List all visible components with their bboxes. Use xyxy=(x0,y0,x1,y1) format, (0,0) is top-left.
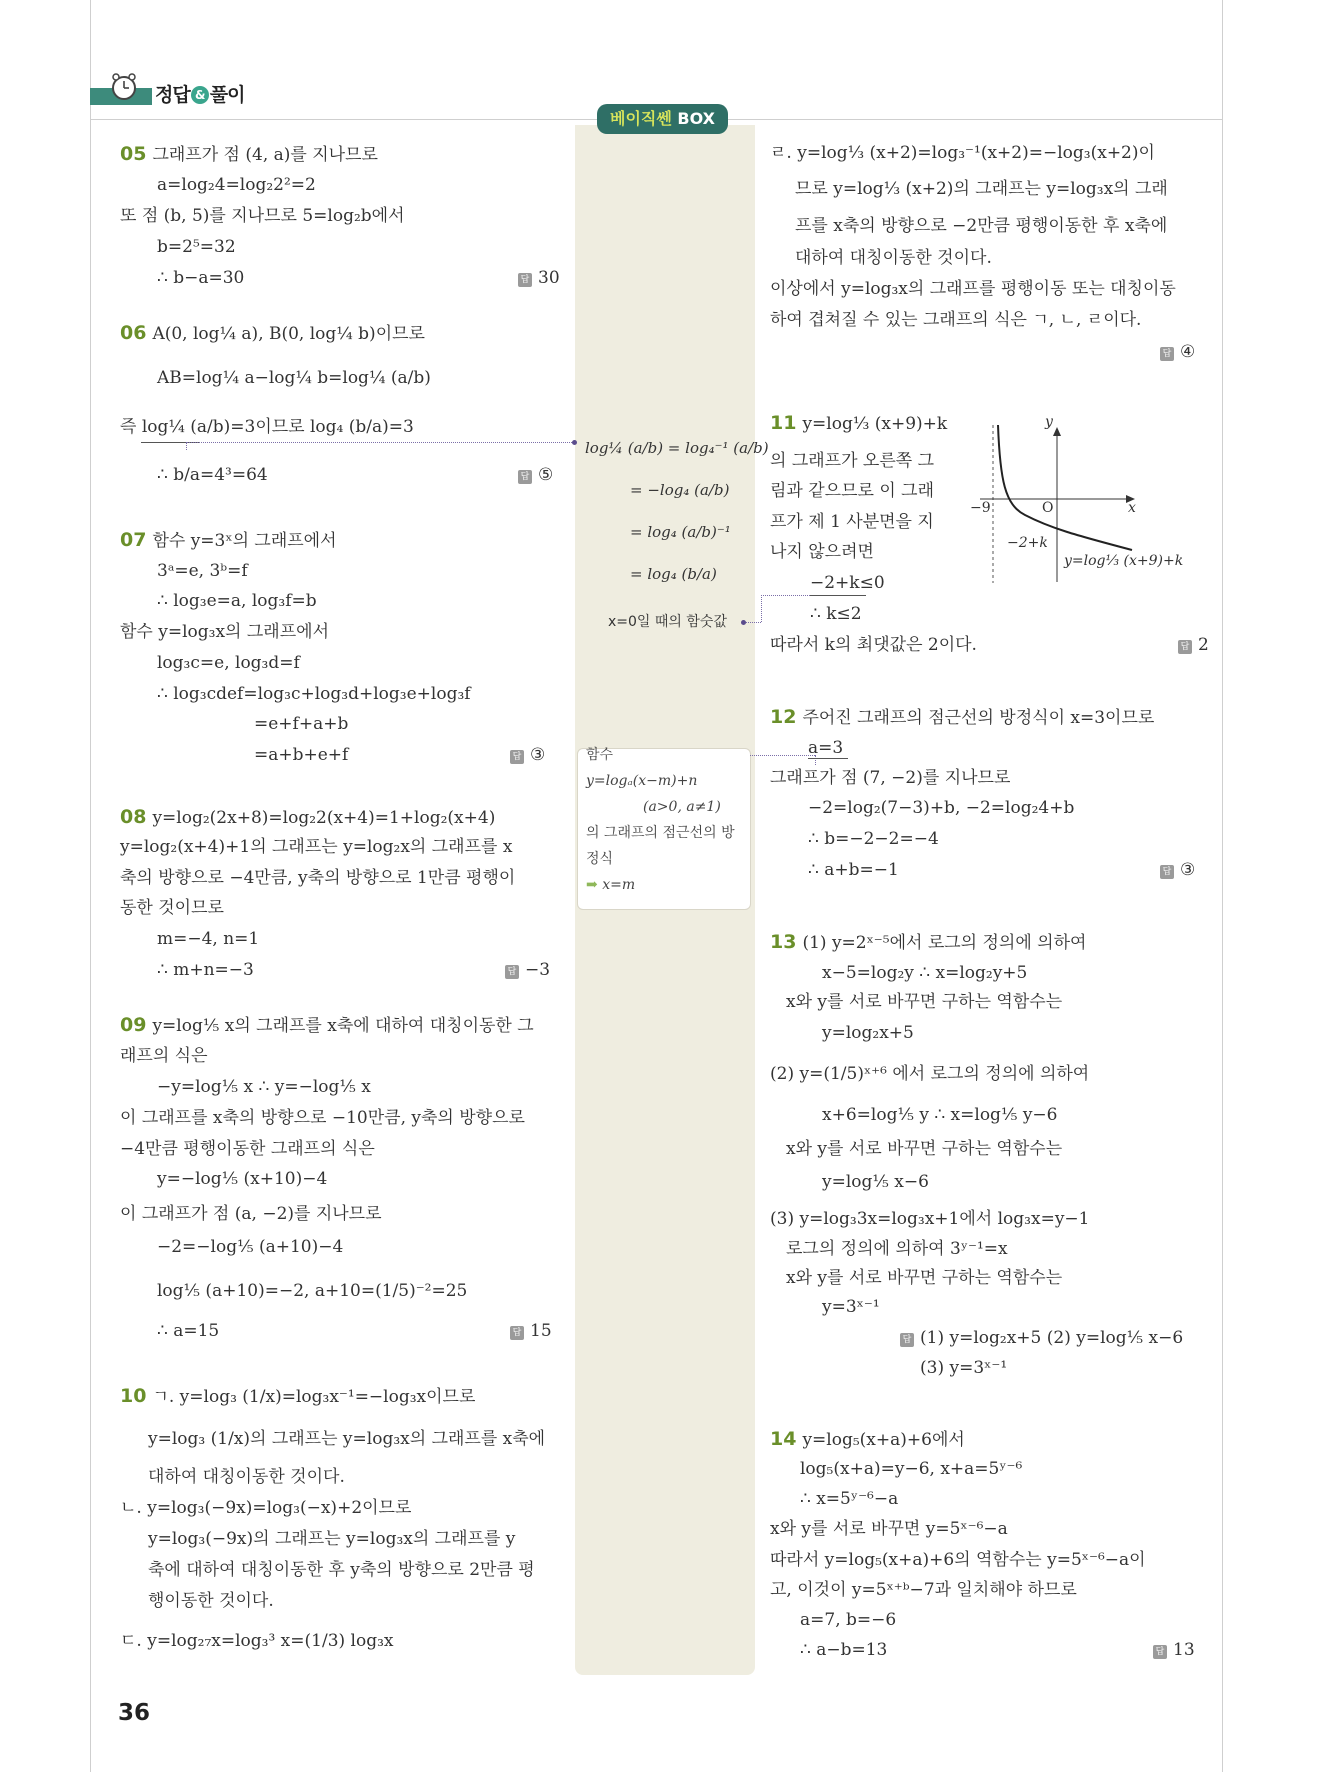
underline-12 xyxy=(808,758,848,759)
problem-10-cont-line-2: 프를 x축의 방향으로 −2만큼 평행이동한 후 x축에 xyxy=(795,216,1168,236)
problem-14-line-1: log₅(x+a)=y−6, x+a=5ʸ⁻⁶ xyxy=(800,1459,1023,1479)
problem-09-line-9: ∴ a=15 xyxy=(157,1321,220,1341)
problem-12-line-0: 12 주어진 그래프의 점근선의 방정식이 x=3이므로 xyxy=(770,706,1155,728)
problem-06-line-3: ∴ b/a=4³=64 xyxy=(157,465,268,485)
problem-11-line-3: 프가 제 1 사분면을 지 xyxy=(770,512,934,532)
problem-07-line-7: =a+b+e+f xyxy=(254,745,349,765)
answer-08: 답 −3 xyxy=(505,959,550,981)
answer-13-line-2: (3) y=3ˣ⁻¹ xyxy=(920,1358,1008,1378)
problem-09-line-8: log⅕ (a+10)=−2, a+10=(1/5)⁻²=25 xyxy=(157,1281,468,1301)
answer-mark-icon: 답 xyxy=(518,470,532,484)
problem-09-line-7: −2=−log⅕ (a+10)−4 xyxy=(157,1237,344,1257)
answer-09: 답 15 xyxy=(510,1320,552,1342)
problem-14-line-3: x와 y를 서로 바꾸면 y=5ˣ⁻⁶−a xyxy=(770,1519,1008,1539)
problem-11-line-0: 11 y=log⅓ (x+9)+k xyxy=(770,412,948,434)
problem-10-line-4: y=log₃(−9x)의 그래프는 y=log₃x의 그래프를 y xyxy=(148,1529,516,1549)
answer-mark-icon: 답 xyxy=(510,1326,524,1340)
problem-13-line-3: y=log₂x+5 xyxy=(822,1023,914,1043)
sidebar-note-06-line-2: = log₄ (a/b)⁻¹ xyxy=(630,523,731,541)
ampersand-badge: & xyxy=(191,86,209,104)
problem-number: 12 xyxy=(770,706,797,728)
answer-06: 답 ⑤ xyxy=(518,464,553,486)
arrow-right-icon: ➡ xyxy=(586,877,598,893)
problem-06-line-1: AB=log¼ a−log¼ b=log¼ (a/b) xyxy=(157,368,431,388)
problem-10-cont-line-1: 므로 y=log⅓ (x+2)의 그래프는 y=log₃x의 그래 xyxy=(795,179,1168,199)
problem-08-line-0: 08 y=log₂(2x+8)=log₂2(x+4)=1+log₂(x+4) xyxy=(120,806,496,828)
problem-05-line-2: 또 점 (b, 5)를 지나므로 5=log₂b에서 xyxy=(120,206,405,226)
problem-13-line-8: (3) y=log₃3x=log₃x+1에서 log₃x=y−1 xyxy=(770,1209,1090,1229)
answer-mark-icon: 답 xyxy=(900,1333,914,1347)
answer-mark-icon: 답 xyxy=(510,750,524,764)
problem-09-line-4: −4만큼 평행이동한 그래프의 식은 xyxy=(120,1139,375,1159)
problem-14-line-4: 따라서 y=log₅(x+a)+6의 역함수는 y=5ˣ⁻⁶−a이 xyxy=(770,1550,1146,1570)
problem-12-line-3: −2=log₂(7−3)+b, −2=log₂4+b xyxy=(808,798,1075,818)
log-graph-figure xyxy=(970,410,1220,590)
page-border-left xyxy=(90,0,91,1772)
answer-07: 답 ③ xyxy=(510,744,545,766)
problem-10-line-2: 대하여 대칭이동한 것이다. xyxy=(148,1467,345,1487)
section-title xyxy=(155,80,244,107)
problem-14-line-6: a=7, b=−6 xyxy=(800,1610,897,1630)
problem-10-cont-line-5: 하여 겹쳐질 수 있는 그래프의 식은 ㄱ, ㄴ, ㄹ이다. xyxy=(770,310,1142,330)
problem-10-line-5: 축에 대하여 대칭이동한 후 y축의 방향으로 2만큼 평 xyxy=(148,1560,535,1580)
alarm-clock-icon xyxy=(109,72,139,102)
tip-line-0: 함수 xyxy=(586,747,614,763)
problem-13-line-5: x+6=log⅕ y ∴ x=log⅕ y−6 xyxy=(822,1105,1058,1125)
connector-dot xyxy=(572,440,577,445)
problem-12-line-1: a=3 xyxy=(808,738,844,758)
problem-08-line-2: 축의 방향으로 −4만큼, y축의 방향으로 1만큼 평행이 xyxy=(120,868,516,888)
problem-08-line-3: 동한 것이므로 xyxy=(120,898,224,918)
underline-11 xyxy=(810,595,866,596)
problem-number: 11 xyxy=(770,412,797,434)
problem-10-line-7: ㄷ. y=log₂₇x=log₃³ x=(1/3) log₃x xyxy=(120,1631,394,1651)
problem-09-line-5: y=−log⅕ (x+10)−4 xyxy=(157,1169,328,1189)
problem-09-line-1: 래프의 식은 xyxy=(120,1046,208,1066)
problem-14-line-5: 고, 이것이 y=5ˣ⁺ᵇ−7과 일치해야 하므로 xyxy=(770,1580,1077,1600)
problem-05-line-4: ∴ b−a=30 xyxy=(157,268,245,288)
problem-number: 13 xyxy=(770,931,797,953)
problem-10-cont-line-0: ㄹ. y=log⅓ (x+2)=log₃⁻¹(x+2)=−log₃(x+2)이 xyxy=(770,143,1155,163)
title-answer: 정답 xyxy=(155,84,190,106)
problem-05-line-3: b=2⁵=32 xyxy=(157,237,236,257)
problem-13-line-2: x와 y를 서로 바꾸면 구하는 역함수는 xyxy=(786,992,1063,1012)
problem-05-line-0: 05 그래프가 점 (4, a)를 지나므로 xyxy=(120,143,378,165)
problem-10-line-1: y=log₃ (1/x)의 그래프는 y=log₃x의 그래프를 x축에 xyxy=(148,1429,546,1449)
answer-mark-icon: 답 xyxy=(1178,640,1192,654)
problem-11-line-6: ∴ k≤2 xyxy=(810,604,862,624)
badge-korean: 베이직쎈 xyxy=(610,109,672,128)
problem-14-line-2: ∴ x=5ʸ⁻⁶−a xyxy=(800,1489,899,1509)
tip-line-1: y=logₐ(x−m)+n xyxy=(586,773,698,789)
problem-11-line-7: 따라서 k의 최댓값은 2이다. xyxy=(770,635,977,655)
sidebar-note-06-line-3: = log₄ (b/a) xyxy=(630,565,717,583)
answer-14: 답 13 xyxy=(1153,1639,1195,1661)
badge-english: BOX xyxy=(677,109,715,128)
problem-13-line-10: x와 y를 서로 바꾸면 구하는 역함수는 xyxy=(786,1268,1063,1288)
problem-12-line-2: 그래프가 점 (7, −2)를 지나므로 xyxy=(770,768,1011,788)
problem-10-line-3: ㄴ. y=log₃(−9x)=log₃(−x)+2이므로 xyxy=(120,1498,412,1518)
sidebar-note-11: x=0일 때의 함숫값 xyxy=(608,614,727,630)
page-number: 36 xyxy=(118,1700,151,1726)
problem-05-line-1: a=log₂4=log₂2²=2 xyxy=(157,175,316,195)
problem-10-line-6: 행이동한 것이다. xyxy=(148,1591,274,1611)
curve-label: y=log⅓ (x+9)+k xyxy=(1064,553,1184,569)
answer-mark-icon: 답 xyxy=(505,965,519,979)
problem-number: 07 xyxy=(120,529,147,551)
problem-number: 14 xyxy=(770,1428,797,1450)
problem-number: 06 xyxy=(120,322,147,344)
problem-11-line-1: 의 그래프가 오른쪽 그 xyxy=(770,451,935,471)
problem-08-line-5: ∴ m+n=−3 xyxy=(157,960,254,980)
problem-13-line-4: (2) y=(1/5)ˣ⁺⁶ 에서 로그의 정의에 의하여 xyxy=(770,1064,1090,1084)
problem-09-line-0: 09 y=log⅕ x의 그래프를 x축에 대하여 대칭이동한 그 xyxy=(120,1014,534,1036)
problem-13-line-9: 로그의 정의에 의하여 3ʸ⁻¹=x xyxy=(786,1239,1008,1259)
problem-number: 05 xyxy=(120,143,147,165)
problem-06-line-2: 즉 log¼ (a/b)=3이므로 log₄ (b/a)=3 xyxy=(120,417,414,437)
answer-mark-icon: 답 xyxy=(1153,1645,1167,1659)
problem-10-cont-line-3: 대하여 대칭이동한 것이다. xyxy=(795,248,992,268)
connector-12 xyxy=(750,755,815,756)
answer-11: 답 2 xyxy=(1178,634,1209,656)
connector-11-h xyxy=(761,595,816,596)
problem-06-line-0: 06 A(0, log¼ a), B(0, log¼ b)이므로 xyxy=(120,322,425,344)
problem-13-line-1: x−5=log₂y ∴ x=log₂y+5 xyxy=(822,963,1028,983)
answer-05: 답 30 xyxy=(518,267,560,289)
problem-11-line-2: 림과 같으므로 이 그래 xyxy=(770,481,935,501)
problem-07-line-6: =e+f+a+b xyxy=(254,714,349,734)
answer-13-line-1: 답 (1) y=log₂x+5 (2) y=log⅕ x−6 xyxy=(900,1327,1183,1349)
page-border-right xyxy=(1222,0,1223,1772)
problem-14-line-0: 14 y=log₅(x+a)+6에서 xyxy=(770,1428,965,1450)
answer-10: 답 ④ xyxy=(1160,341,1195,363)
problem-07-line-3: 함수 y=log₃x의 그래프에서 xyxy=(120,622,329,642)
answer-mark-icon: 답 xyxy=(518,273,532,287)
tip-line-3: 의 그래프의 점근선의 방 xyxy=(586,825,735,841)
connector-11 xyxy=(746,622,761,623)
origin-label: O xyxy=(1042,500,1054,516)
problem-13-line-0: 13 (1) y=2ˣ⁻⁵에서 로그의 정의에 의하여 xyxy=(770,931,1087,953)
problem-14-line-7: ∴ a−b=13 xyxy=(800,1640,888,1660)
tip-line-2: (a>0, a≠1) xyxy=(643,799,721,815)
problem-12-line-5: ∴ a+b=−1 xyxy=(808,860,899,880)
sidebar-note-06-line-0: log¼ (a/b) = log₄⁻¹ (a/b) xyxy=(585,439,769,457)
connector-06 xyxy=(186,442,574,443)
answer-12: 답 ③ xyxy=(1160,859,1195,881)
answer-mark-icon: 답 xyxy=(1160,865,1174,879)
problem-11-line-4: 나지 않으려면 xyxy=(770,542,874,562)
basic-box-badge xyxy=(597,104,728,134)
problem-number: 09 xyxy=(120,1014,147,1036)
problem-08-line-4: m=−4, n=1 xyxy=(157,929,260,949)
tip-line-5: ➡ x=m xyxy=(586,877,636,893)
problem-11-line-5: −2+k≤0 xyxy=(810,573,885,593)
problem-13-line-6: x와 y를 서로 바꾸면 구하는 역함수는 xyxy=(786,1139,1063,1159)
tip-line-4: 정식 xyxy=(586,851,614,867)
problem-07-line-4: log₃c=e, log₃d=f xyxy=(157,653,300,673)
connector-11-v xyxy=(761,595,762,622)
problem-09-line-6: 이 그래프가 점 (a, −2)를 지나므로 xyxy=(120,1204,382,1224)
connector-06-v xyxy=(186,442,187,450)
intercept-label: −2+k xyxy=(1007,535,1048,551)
problem-07-line-5: ∴ log₃cdef=log₃c+log₃d+log₃e+log₃f xyxy=(157,684,471,704)
problem-number: 10 xyxy=(120,1385,147,1407)
problem-09-line-2: −y=log⅕ x ∴ y=−log⅕ x xyxy=(157,1077,371,1097)
title-solution: 풀이 xyxy=(209,84,245,106)
problem-10-line-0: 10 ㄱ. y=log₃ (1/x)=log₃x⁻¹=−log₃x이므로 xyxy=(120,1385,476,1407)
problem-07-line-1: 3ᵃ=e, 3ᵇ=f xyxy=(157,561,248,581)
x-axis-label: x xyxy=(1128,500,1136,516)
y-axis-label: y xyxy=(1045,414,1053,430)
answer-mark-icon: 답 xyxy=(1160,347,1174,361)
problem-12-line-4: ∴ b=−2−2=−4 xyxy=(808,829,939,849)
problem-09-line-3: 이 그래프를 x축의 방향으로 −10만큼, y축의 방향으로 xyxy=(120,1108,525,1128)
problem-10-cont-line-4: 이상에서 y=log₃x의 그래프를 평행이동 또는 대칭이동 xyxy=(770,279,1176,299)
asymptote-label: −9 xyxy=(970,500,991,516)
problem-08-line-1: y=log₂(x+4)+1의 그래프는 y=log₂x의 그래프를 x xyxy=(120,837,513,857)
problem-07-line-0: 07 함수 y=3ˣ의 그래프에서 xyxy=(120,529,337,551)
problem-07-line-2: ∴ log₃e=a, log₃f=b xyxy=(157,591,317,611)
sidebar-note-06-line-1: = −log₄ (a/b) xyxy=(630,481,730,499)
problem-number: 08 xyxy=(120,806,147,828)
problem-13-line-11: y=3ˣ⁻¹ xyxy=(822,1297,880,1317)
problem-13-line-7: y=log⅕ x−6 xyxy=(822,1172,929,1192)
